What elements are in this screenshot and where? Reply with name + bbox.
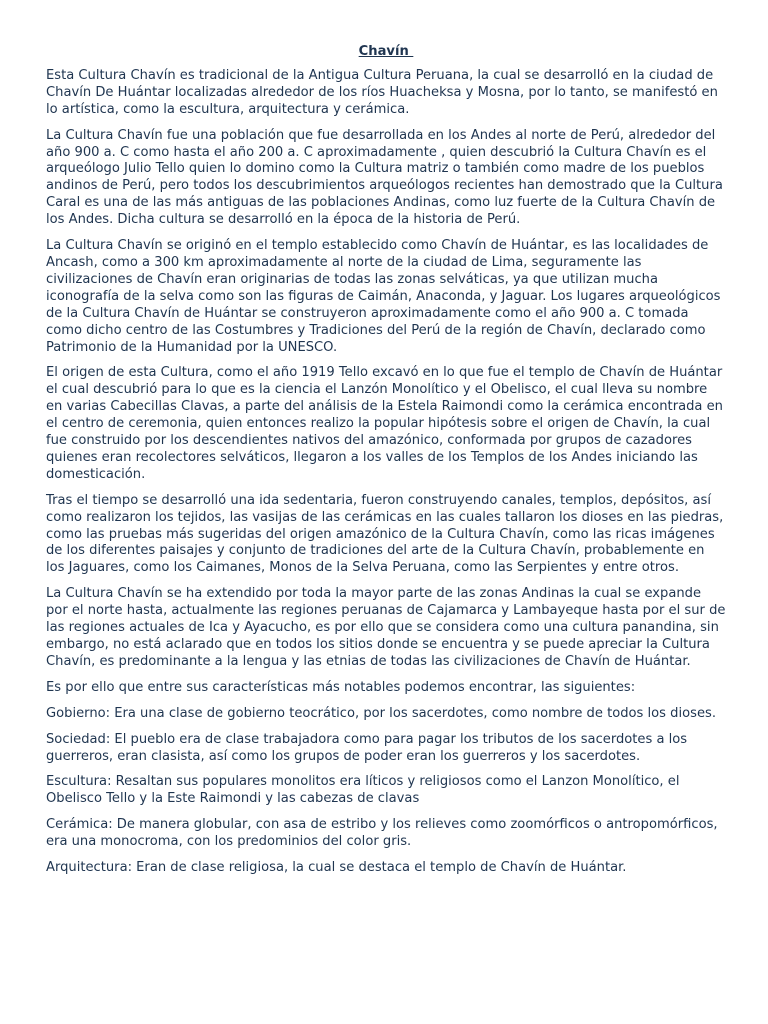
paragraph-tello: El origen de esta Cultura, como el año 1919 Tello excavó en lo que fue el templo de Chavín de Huántar el cual descubrió para lo que es la ciencia el Lanzón Monolítico y el Obelisco, el cual lleva su nombre en varias Cabecillas Clavas, a parte del análisis de la Estela Raimondi como la cerámica encontrada en el centro de ceremonia, quien entonces realizo la popular hipótesis sobre el origen de Chavín, la cual fue construido por los descendientes nativos del amazónico, conformada por grupos de cazadores quienes eran recolectores selváticos, llegaron a los valles de los Templos de los Andes iniciando las domesticación. xyxy=(46,365,723,482)
paragraph-sedentary: Tras el tiempo se desarrolló una ida sedentaria, fueron construyendo canales, templos, depósitos, así como realizaron los tejidos, las vasijas de las cerámicas en las cuales tallaron los dioses en las piedras, como las pruebas más sugeridas del origen amazónico de la Cultura Chavín, como las ricas imágenes de los diferentes paisajes y conjunto de tradiciones del arte de la Cultura Chavín, probablemente en los Jaguares, como los Caimanes, Monos de la Selva Peruana, como las Serpientes y entre otros. xyxy=(46,492,724,576)
paragraph-arquitectura: Arquitectura: Eran de clase religiosa, la cual se destaca el templo de Chavín de Huántar. xyxy=(46,860,627,876)
paragraph-characteristics-intro: Es por ello que entre sus características más notables podemos encontrar, las siguientes: xyxy=(46,679,636,695)
document-page xyxy=(46,44,726,886)
paragraph-ceramica: Cerámica: De manera globular, con asa de estribo y los relieves como zoomórficos o antropomórficos, era una monocroma, con los predominios del color gris. xyxy=(46,817,718,850)
paragraph-escultura: Escultura: Resaltan sus populares monolitos era líticos y religiosos como el Lanzon Monolítico, el Obelisco Tello y la Este Raimondi y las cabezas de clavas xyxy=(46,774,680,807)
paragraph-gobierno: Gobierno: Era una clase de gobierno teocrático, por los sacerdotes, como nombre de todos los dioses. xyxy=(46,705,716,721)
paragraph-sociedad: Sociedad: El pueblo era de clase trabajadora como para pagar los tributos de los sacerdotes a los guerreros, eran clasista, así como los grupos de poder eran los guerreros y los sacerdotes. xyxy=(46,731,688,764)
paragraph-andes: La Cultura Chavín fue una población que fue desarrollada en los Andes al norte de Perú, alrededor del año 900 a. C como hasta el año 200 a. C aproximadamente , quien descubrió la Cultura Chavín es el arqueólogo Julio Tello quien lo domino como la Cultura matriz o también como madre de los pueblos andinos de Perú, pero todos los descubrimientos arqueólogos recientes han demostrado que la Cultura Caral es una de las más antiguas de las poblaciones Andinas, como luz fuerte de la Cultura Chavín de los Andes. Dicha cultura se desarrolló en la época de la historia de Perú. xyxy=(46,127,723,228)
document-title: Chavín xyxy=(358,44,414,59)
paragraph-origin-temple: La Cultura Chavín se originó en el templo establecido como Chavín de Huántar, es las localidades de Ancash, como a 300 km aproximadamente al norte de la ciudad de Lima, seguramente las civilizaciones de Chavín eran originarias de todas las zonas selváticas, ya que utilizan mucha iconografía de la selva como son las figuras de Caimán, Anaconda, y Jaguar. Los lugares arqueológicos de la Cultura Chavín de Huántar se construyeron aproximadamente como el año 900 a. C tomada como dicho centro de las Costumbres y Tradiciones del Perú de la región de Chavín, declarado como Patrimonio de la Humanidad por la UNESCO. xyxy=(46,238,721,355)
paragraph-intro: Esta Cultura Chavín es tradicional de la Antigua Cultura Peruana, la cual se desarrolló en la ciudad de Chavín De Huántar localizadas alrededor de los ríos Huacheksa y Mosna, por lo tanto, se manifestó en lo artística, como la escultura, arquitectura y cerámica. xyxy=(46,67,718,117)
paragraph-extension: La Cultura Chavín se ha extendido por toda la mayor parte de las zonas Andinas la cual se expande por el norte hasta, actualmente las regiones peruanas de Cajamarca y Lambayeque hasta por el sur de las regiones actuales de Ica y Ayacucho, es por ello que se considera como una cultura panandina, sin embargo, no está aclarado que en todos los sitios donde se encuentra y se puede apreciar la Cultura Chavín, es predominante a la lengua y las etnias de todas las civilizaciones de Chavín de Huántar. xyxy=(46,586,726,669)
